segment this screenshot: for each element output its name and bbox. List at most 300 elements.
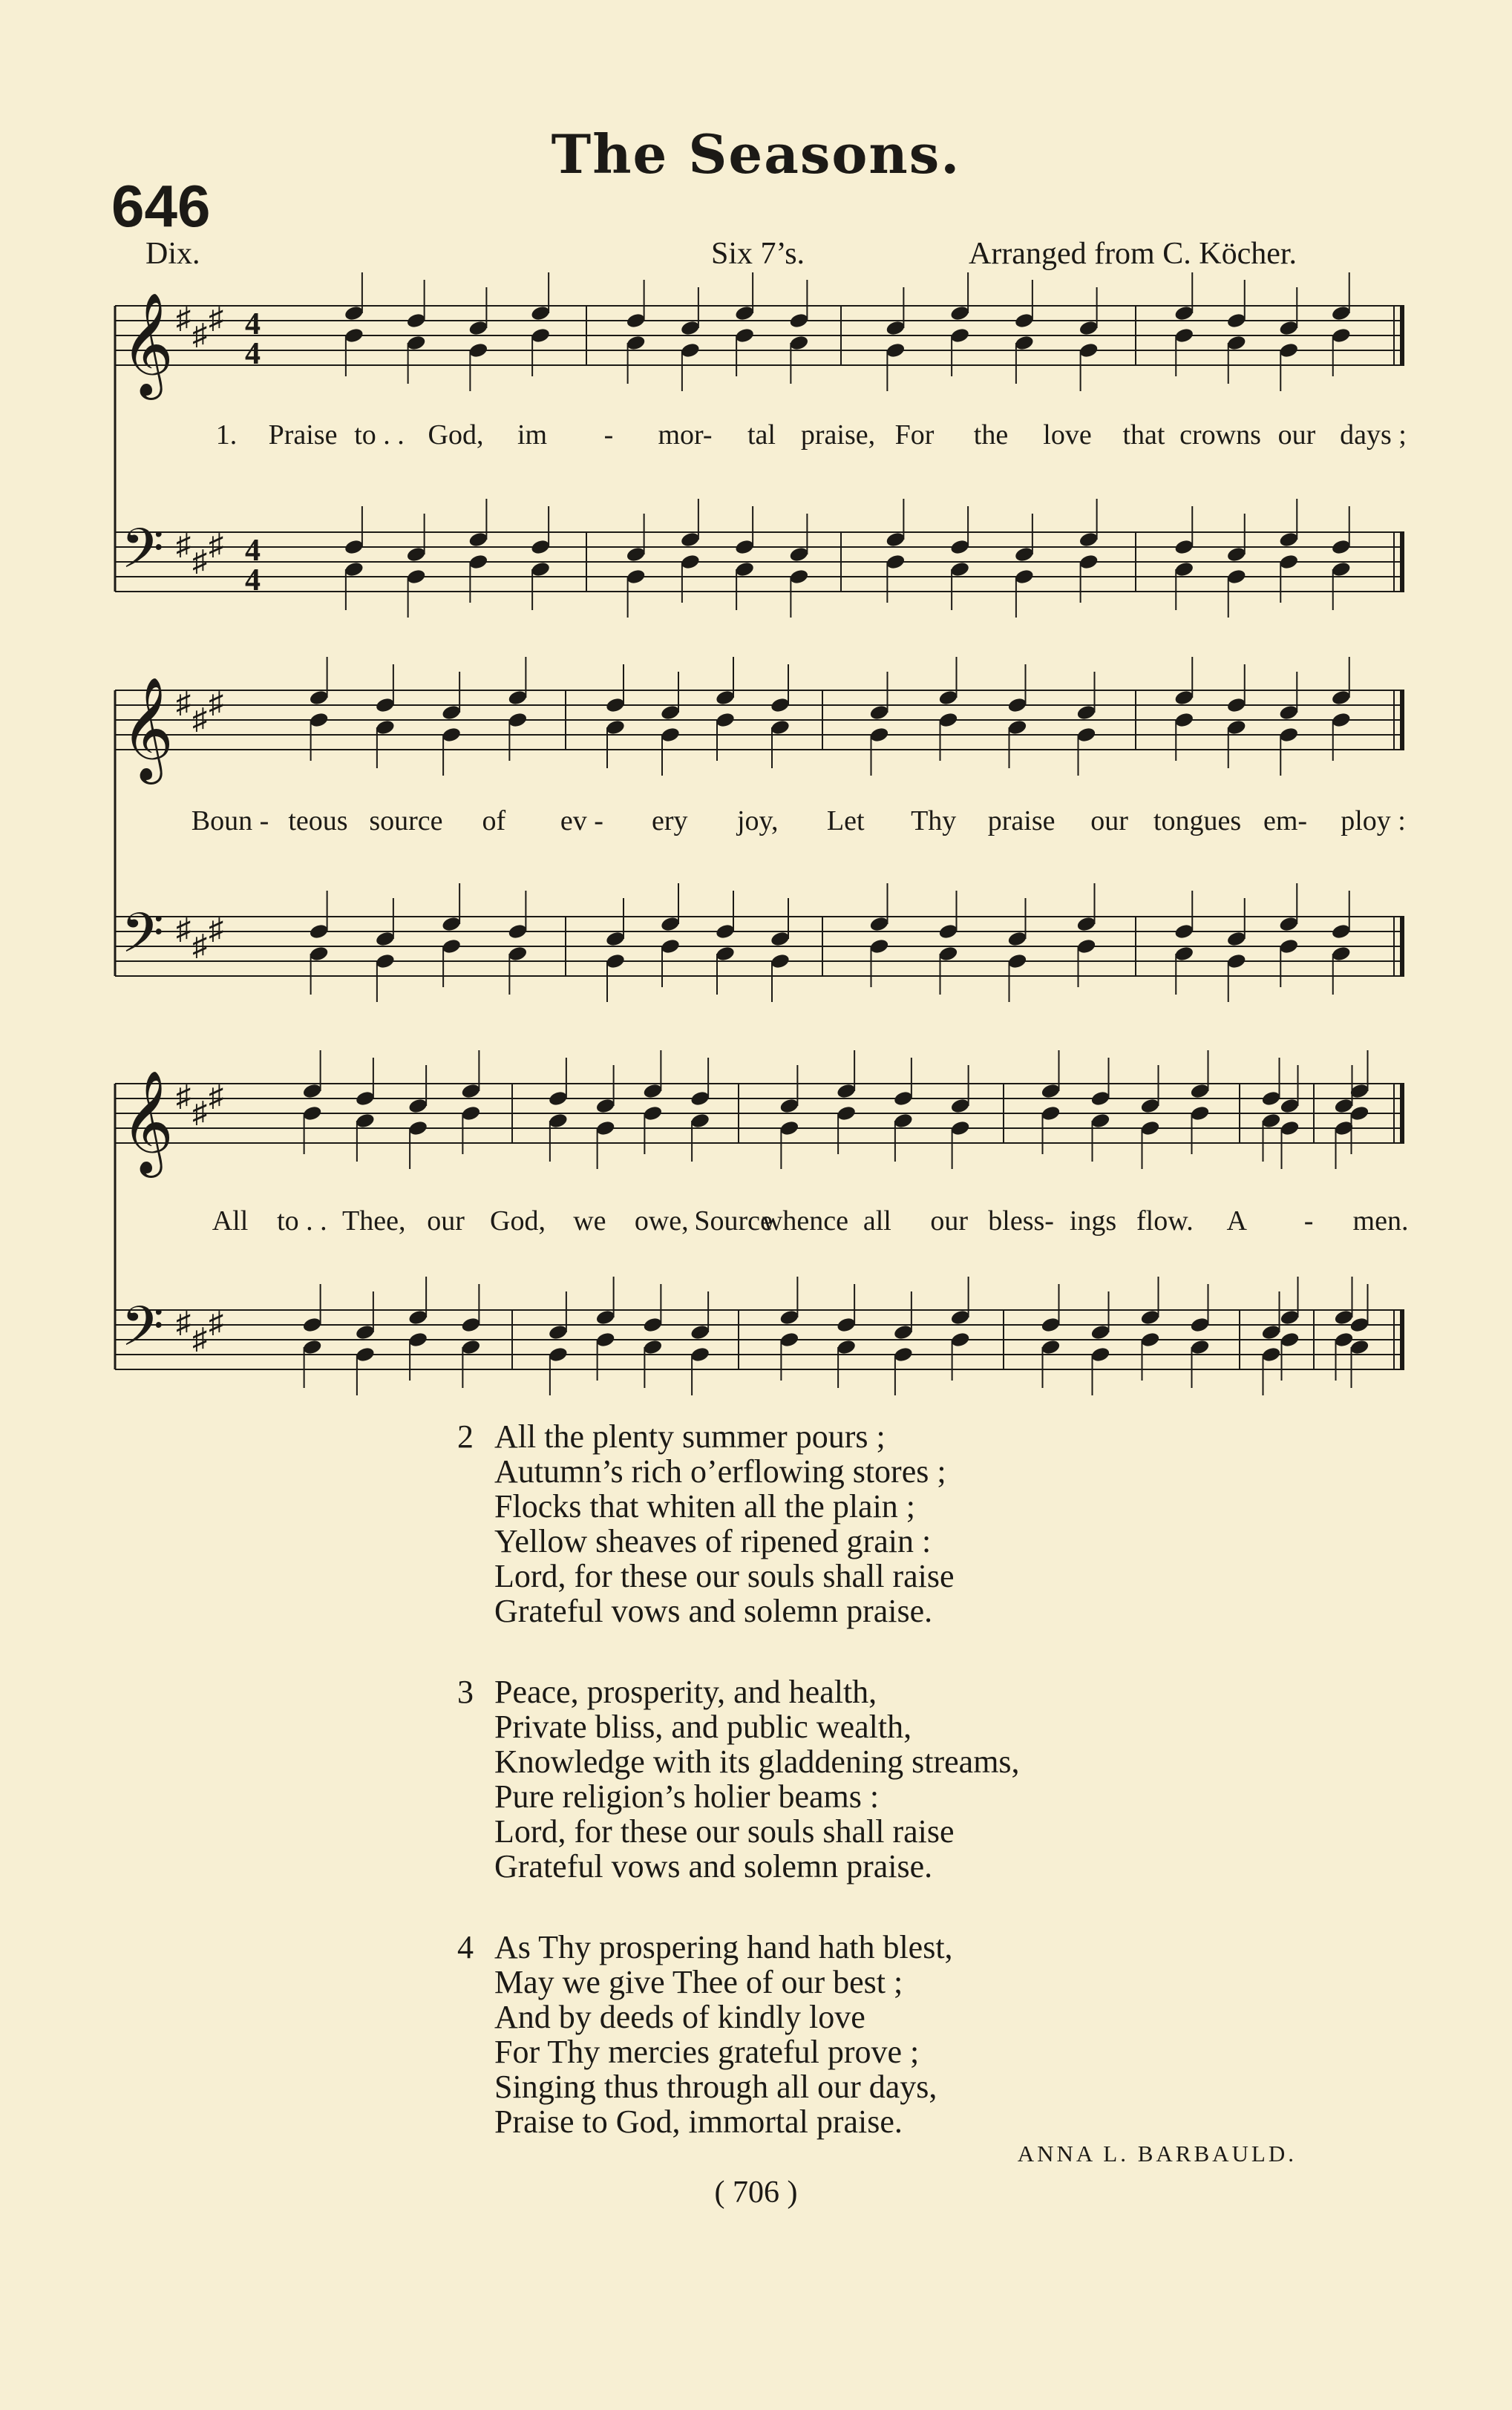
note-head [1226,334,1247,351]
note-head [1331,304,1352,321]
verse-line: Lord, for these our souls shall raise [494,1558,955,1594]
note-head [1260,1112,1281,1129]
lyric-syllable: ery [652,805,688,836]
note-head [680,553,701,570]
note-head [1040,1104,1061,1121]
note-head [507,945,528,962]
lyric-syllable: em- [1263,805,1308,836]
note-head [1349,1316,1369,1333]
note-head [1007,930,1027,947]
verse-line: Flocks that whiten all the plain ; [494,1488,916,1525]
note-head [302,1316,323,1333]
lyric-syllable: teous [288,805,348,836]
note-head [1007,952,1027,969]
lyric-syllable: all [863,1205,891,1237]
note-head [1278,341,1299,358]
time-signature-bottom: 4 [245,563,261,597]
key-sharp-icon: ♯ [176,686,191,719]
note-head [937,923,958,940]
verse-line: 2 All the plenty summer pours ; [457,1418,886,1455]
note-head [770,718,791,736]
bass-clef-icon: 𝄢 [121,901,164,979]
note-head [530,304,551,321]
note-head [770,696,791,713]
note-head [1278,531,1299,548]
note-head [1174,689,1194,706]
note-head [355,1346,376,1363]
lyric-syllable: whence [762,1205,849,1237]
lyric-syllable: our [1277,419,1316,451]
note-head [626,312,647,329]
note-head [779,1119,799,1136]
note-head [1090,1346,1110,1363]
note-head [680,531,701,548]
note-head [375,696,396,713]
treble-clef-icon: 𝄞 [121,677,174,780]
note-head [1260,1323,1281,1340]
stanza-4 [457,1930,1020,2139]
note-head [770,952,791,969]
note-head [779,1309,799,1326]
verse-line: 4 As Thy prospering hand hath blest, [457,1929,953,1965]
note-head [406,546,427,563]
note-head [1174,711,1194,728]
treble-clef-icon: 𝄞 [121,1070,174,1173]
note-head [1079,319,1099,336]
note-head [605,718,626,736]
note-head [1090,1112,1110,1129]
verse-line: 3 Peace, prosperity, and health, [457,1674,877,1710]
note-head [836,1104,857,1121]
note-head [836,1082,857,1099]
verse-line: For Thy mercies grateful prove ; [494,2034,920,2070]
note-head [1226,312,1247,329]
note-head [1076,915,1096,932]
note-head [595,1309,616,1326]
note-head [1139,1097,1160,1114]
note-head [460,1082,481,1099]
note-head [375,718,396,736]
key-sharp-icon: ♯ [209,686,223,719]
verse-line: Yellow sheaves of ripened grain : [494,1523,932,1559]
note-head [355,1112,376,1129]
note-head [530,560,551,577]
note-head [408,1097,428,1114]
lyric-syllable: God, [428,419,484,451]
note-head [1014,568,1035,585]
note-head [1278,937,1299,954]
note-head [885,531,906,548]
key-sharp-icon: ♯ [176,528,191,561]
note-head [626,568,647,585]
lyric-syllable: to . . [354,419,405,451]
note-head [605,930,626,947]
note-head [1174,327,1194,344]
lyric-syllable: mor- [658,419,713,451]
note-head [595,1331,616,1348]
lyric-syllable: im [517,419,548,451]
note-head [1331,923,1352,940]
note-head [441,937,462,954]
key-sharp-icon: ♯ [176,301,191,335]
note-head [406,312,427,329]
arranger: Arranged from C. Köcher. [969,237,1297,271]
note-head [548,1090,569,1107]
note-head [949,327,970,344]
note-head [690,1112,710,1129]
note-head [1007,718,1027,736]
verse-line: Knowledge with its gladdening streams, [494,1743,1020,1780]
note-head [1014,312,1035,329]
verse-line: May we give Thee of our best ; [494,1964,903,2000]
note-head [660,937,681,954]
note-head [893,1346,914,1363]
stanza-3 [457,1674,1020,1884]
key-sharp-icon: ♯ [176,1306,191,1339]
note-head [1331,538,1352,555]
note-head [1226,696,1247,713]
note-head [1079,553,1099,570]
meter: Six 7’s. [711,237,805,271]
note-head [715,711,736,728]
note-head [1260,1090,1281,1107]
note-head [1174,538,1194,555]
note-head [788,568,809,585]
note-head [507,923,528,940]
time-signature-top: 4 [245,307,261,341]
note-head [949,560,970,577]
lyric-syllable: praise, [800,419,876,451]
bass-clef-icon: 𝄢 [121,517,164,595]
note-head [734,560,755,577]
note-head [642,1082,663,1099]
note-head [1014,334,1035,351]
note-head [1226,718,1247,736]
note-head [660,704,681,721]
lyric-syllable: - [1303,1205,1314,1237]
note-head [1278,553,1299,570]
page-number: ( 706 ) [714,2175,798,2210]
note-head [937,689,958,706]
verse-number: 4 [457,1929,474,1965]
note-head [1226,568,1247,585]
author-credit: ANNA L. BARBAULD. [1017,2141,1297,2167]
lyric-syllable: our [1090,805,1128,836]
note-head [642,1104,663,1121]
verse-line: Singing thus through all our days, [494,2069,937,2105]
note-head [1079,531,1099,548]
key-sharp-icon: ♯ [176,912,191,946]
lyric-syllable: Source [694,1205,773,1237]
note-head [441,704,462,721]
note-head [1090,1090,1110,1107]
note-head [734,327,755,344]
note-head [468,319,488,336]
note-head [1040,1082,1061,1099]
lyric-syllable: joy, [736,805,779,836]
note-head [1007,696,1027,713]
note-head [1331,945,1352,962]
verse-line: Grateful vows and solemn praise. [494,1593,933,1629]
note-head [715,945,736,962]
note-head [1226,952,1247,969]
note-head [302,1104,323,1121]
verse-line: Autumn’s rich o’erflowing stores ; [494,1453,946,1490]
note-head [375,952,396,969]
note-head [937,945,958,962]
key-sharp-icon: ♯ [192,1096,207,1129]
note-head [406,568,427,585]
note-head [626,546,647,563]
lyric-syllable: Thee, [342,1205,406,1237]
note-head [344,538,364,555]
lyric-syllable: source [369,805,443,836]
lyric-syllable: days ; [1340,419,1407,451]
note-head [309,945,330,962]
note-head [885,341,906,358]
lyric-syllable: Thy [911,805,957,836]
note-head [1174,304,1194,321]
lyric-syllable: owe, [634,1205,689,1237]
note-head [460,1338,481,1355]
note-head [460,1316,481,1333]
note-head [344,560,364,577]
verse-line: Lord, for these our souls shall raise [494,1813,955,1850]
lyric-syllable: Let [826,805,865,836]
note-head [1076,704,1096,721]
note-head [1189,1316,1210,1333]
note-head [1333,1309,1354,1326]
note-head [885,553,906,570]
note-head [302,1082,323,1099]
note-head [660,726,681,743]
note-head [1278,704,1299,721]
note-head [690,1346,710,1363]
note-head [408,1331,428,1348]
note-head [468,531,488,548]
hymn-number: 646 [111,173,211,239]
note-head [406,334,427,351]
verse-line: Pure religion’s holier beams : [494,1778,880,1815]
bass-clef-icon: 𝄢 [121,1294,164,1372]
note-head [836,1338,857,1355]
lyric-syllable: the [973,419,1009,451]
note-head [868,726,889,743]
note-head [788,312,809,329]
lyric-syllable: Boun - [191,805,269,836]
note-head [309,923,330,940]
lyric-syllable: that [1122,419,1165,451]
note-head [715,689,736,706]
tune-name: Dix. [145,237,200,271]
note-head [441,726,462,743]
lyric-syllable: Praise [268,419,338,451]
note-head [375,930,396,947]
note-head [788,546,809,563]
note-head [408,1309,428,1326]
note-head [1174,923,1194,940]
note-head [1260,1346,1281,1363]
note-head [548,1346,569,1363]
note-head [530,538,551,555]
note-head [1349,1338,1369,1355]
lyric-syllable: of [482,805,506,836]
note-head [885,319,906,336]
lyric-syllable: crowns [1179,419,1261,451]
note-head [548,1323,569,1340]
note-head [1279,1309,1300,1326]
note-head [893,1090,914,1107]
key-sharp-icon: ♯ [209,528,223,561]
key-sharp-icon: ♯ [192,1322,207,1355]
lyric-syllable: flow. [1136,1205,1194,1237]
note-head [1279,1331,1300,1348]
verse-number: 2 [457,1418,474,1455]
note-head [1189,1104,1210,1121]
time-signature-bottom: 4 [245,337,261,371]
verse-number: 3 [457,1674,474,1710]
note-head [690,1323,710,1340]
key-sharp-icon: ♯ [192,929,207,962]
key-sharp-icon: ♯ [176,1079,191,1113]
note-head [1331,689,1352,706]
note-head [1076,937,1096,954]
note-head [950,1119,971,1136]
note-head [1174,945,1194,962]
lyric-syllable: ploy : [1341,805,1406,836]
note-head [1139,1331,1160,1348]
lyric-syllable: ings [1069,1205,1117,1237]
note-head [309,711,330,728]
note-head [355,1323,376,1340]
note-head [788,334,809,351]
note-head [1040,1338,1061,1355]
time-signature-top: 4 [245,534,261,568]
key-sharp-icon: ♯ [209,301,223,335]
note-head [605,952,626,969]
verse-line: Grateful vows and solemn praise. [494,1848,933,1885]
stanza-2 [457,1419,1020,1628]
note-head [950,1097,971,1114]
lyric-syllable: ev - [560,805,603,836]
note-head [1139,1119,1160,1136]
note-head [1331,327,1352,344]
note-head [460,1104,481,1121]
note-head [642,1316,663,1333]
key-sharp-icon: ♯ [209,912,223,946]
lyric-syllable: our [427,1205,465,1237]
note-head [355,1090,376,1107]
note-head [770,930,791,947]
note-head [1174,560,1194,577]
note-head [950,1309,971,1326]
note-head [779,1097,799,1114]
treble-clef-icon: 𝄞 [121,292,174,396]
key-sharp-icon: ♯ [192,544,207,577]
verse-line: Private bliss, and public wealth, [494,1709,912,1745]
note-head [868,704,889,721]
lyric-syllable: A [1226,1205,1247,1237]
key-sharp-icon: ♯ [209,1306,223,1339]
note-head [949,538,970,555]
lyric-syllable: praise [987,805,1056,836]
note-head [595,1119,616,1136]
note-head [1226,930,1247,947]
note-head [302,1338,323,1355]
key-sharp-icon: ♯ [209,1079,223,1113]
note-head [949,304,970,321]
note-head [1331,560,1352,577]
lyric-syllable: 1. [215,419,238,451]
note-head [734,304,755,321]
note-head [893,1323,914,1340]
note-head [530,327,551,344]
verse-line: Praise to God, immortal praise. [494,2103,903,2140]
note-head [868,937,889,954]
lyric-syllable: All [212,1205,249,1237]
note-head [1278,726,1299,743]
note-head [1279,1119,1300,1136]
lyric-syllable: God, [490,1205,546,1237]
note-head [344,304,364,321]
lyric-syllable: to . . [277,1205,327,1237]
verses [457,1419,1020,2185]
note-head [1333,1331,1354,1348]
note-head [441,915,462,932]
note-head [595,1097,616,1114]
lyric-syllable: bless- [988,1205,1054,1237]
note-head [779,1331,799,1348]
lyric-syllable: tongues [1153,805,1242,836]
note-head [1189,1338,1210,1355]
note-head [1076,726,1096,743]
note-head [1278,319,1299,336]
note-head [507,689,528,706]
section-title: The Seasons. [551,122,961,186]
note-head [468,553,488,570]
lyric-syllable: we [573,1205,606,1237]
note-head [1331,711,1352,728]
note-head [309,689,330,706]
note-head [950,1331,971,1348]
note-head [1278,915,1299,932]
note-head [1079,341,1099,358]
note-head [868,915,889,932]
note-head [642,1338,663,1355]
note-head [626,334,647,351]
note-head [1014,546,1035,563]
note-head [1090,1323,1110,1340]
note-head [660,915,681,932]
lyric-syllable: love [1043,419,1092,451]
verse-line: And by deeds of kindly love [494,1999,865,2035]
lyric-syllable: For [894,419,935,451]
lyric-syllable: men. [1352,1205,1409,1237]
note-head [680,341,701,358]
note-head [1189,1082,1210,1099]
note-head [680,319,701,336]
note-head [468,341,488,358]
lyric-syllable: our [930,1205,969,1237]
lyric-syllable: tal [747,419,776,451]
note-head [1139,1309,1160,1326]
note-head [1040,1316,1061,1333]
note-head [1226,546,1247,563]
note-head [1333,1097,1354,1114]
note-head [605,696,626,713]
note-head [344,327,364,344]
key-sharp-icon: ♯ [192,318,207,351]
